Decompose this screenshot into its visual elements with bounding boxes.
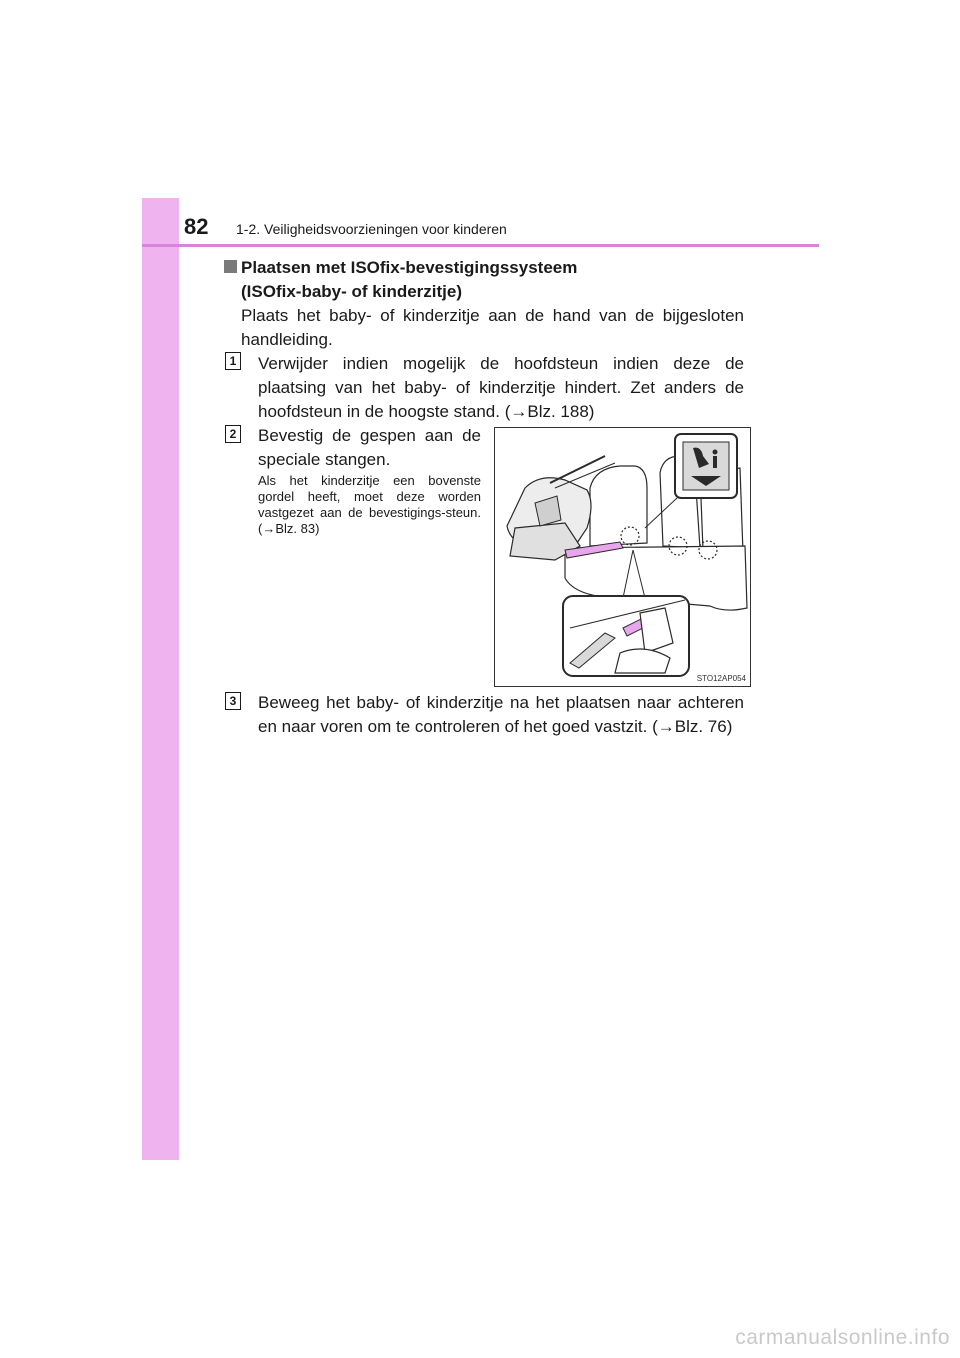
page-number: 82 xyxy=(184,214,209,239)
heading-line-2: (ISOfix-baby- of kinderzitje) xyxy=(241,282,463,301)
isofix-illustration xyxy=(494,427,751,687)
step-2-text: Bevestig de gespen aan de speciale stangen. xyxy=(258,426,481,469)
step-3-text: Beweeg het baby- of kinderzitje na het plaatsen naar achteren en naar voren om te controleren of het goed vastzit. (→Blz. 76) xyxy=(258,693,744,736)
chapter-side-band xyxy=(142,198,179,1160)
figure-code: STO12AP054 xyxy=(696,674,746,683)
heading-line-1: Plaatsen met ISOfix-bevestigingssysteem xyxy=(241,258,578,277)
square-bullet-icon xyxy=(224,260,237,273)
step-3-badge: 3 xyxy=(225,692,241,710)
step-1-text: Verwijder indien mogelijk de hoofdsteun indien deze de plaatsing van het baby- of kinderzitje hindert. Zet anders de hoofdsteun in de hoogste stand. (→Blz. 188) xyxy=(258,354,744,421)
intro-paragraph: Plaats het baby- of kinderzitje aan de hand van de bijgesloten handleiding. xyxy=(241,306,744,349)
page-number-band xyxy=(142,198,179,245)
step-2-badge: 2 xyxy=(225,425,241,443)
step-2-note: Als het kinderzitje een bovenste gordel heeft, moet deze worden vastgezet aan de bevestigings-steun. (→Blz. 83) xyxy=(258,473,481,536)
isofix-diagram xyxy=(495,428,750,686)
header-rule xyxy=(142,244,819,247)
step-1-badge: 1 xyxy=(225,352,241,370)
section-title: 1-2. Veiligheidsvoorzieningen voor kinderen xyxy=(236,221,507,237)
subsection-heading xyxy=(224,256,764,304)
watermark: carmanualsonline.info xyxy=(735,1326,950,1349)
